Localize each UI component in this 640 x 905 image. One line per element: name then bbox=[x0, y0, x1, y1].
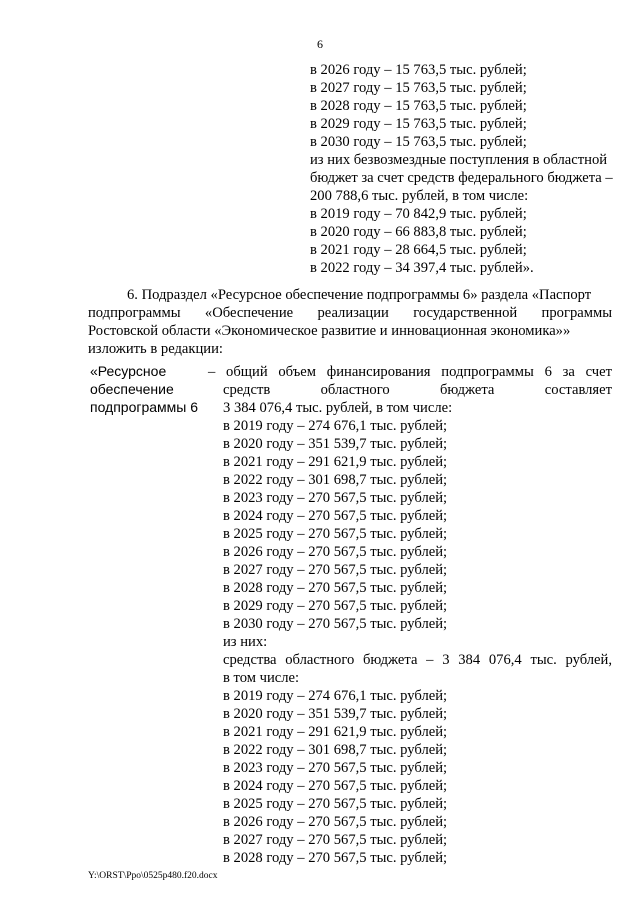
year-line: в 2027 году – 270 567,5 тыс. рублей; bbox=[223, 562, 448, 578]
text-line: 200 788,6 тыс. рублей, в том числе: bbox=[310, 188, 529, 204]
label-line: «Ресурсное bbox=[90, 363, 167, 379]
year-line: в 2023 году – 270 567,5 тыс. рублей; bbox=[223, 490, 448, 506]
text-line: из них безвозмездные поступления в областной bbox=[310, 152, 608, 168]
funding-line: средств областного бюджета составляет bbox=[223, 382, 612, 398]
text-line: в 2021 году – 28 664,5 тыс. рублей; bbox=[310, 242, 527, 258]
year-line: в 2025 году – 270 567,5 тыс. рублей; bbox=[223, 526, 448, 542]
file-path-footer: Y:\ORST\Ppo\0525p480.f20.docx bbox=[88, 871, 218, 881]
text-line: из них: bbox=[223, 634, 268, 650]
text-line: в 2026 году – 15 763,5 тыс. рублей; bbox=[310, 62, 527, 78]
text-line: в 2029 году – 15 763,5 тыс. рублей; bbox=[310, 116, 527, 132]
year-line: в 2019 году – 274 676,1 тыс. рублей; bbox=[223, 418, 448, 434]
text-line: средства областного бюджета – 3 384 076,4 тыс. рублей, bbox=[223, 652, 612, 668]
label-line: обеспечение bbox=[90, 381, 174, 397]
text-line: в том числе: bbox=[223, 670, 300, 686]
paragraph-line: Ростовской области «Экономическое развитие и инновационная экономика»» bbox=[88, 323, 571, 339]
text-line: в 2027 году – 15 763,5 тыс. рублей; bbox=[310, 80, 527, 96]
text-line: в 2030 году – 15 763,5 тыс. рублей; bbox=[310, 134, 527, 150]
year-line: в 2022 году – 301 698,7 тыс. рублей; bbox=[223, 472, 448, 488]
year-line: в 2024 году – 270 567,5 тыс. рублей; bbox=[223, 508, 448, 524]
text-line: в 2022 году – 34 397,4 тыс. рублей». bbox=[310, 260, 534, 276]
year-line: в 2023 году – 270 567,5 тыс. рублей; bbox=[223, 760, 448, 776]
text-line: в 2028 году – 15 763,5 тыс. рублей; bbox=[310, 98, 527, 114]
year-line: в 2022 году – 301 698,7 тыс. рублей; bbox=[223, 742, 448, 758]
funding-line: 3 384 076,4 тыс. рублей, в том числе: bbox=[223, 400, 453, 416]
year-line: в 2026 году – 270 567,5 тыс. рублей; bbox=[223, 814, 448, 830]
text-line: в 2020 году – 66 883,8 тыс. рублей; bbox=[310, 224, 527, 240]
text-line: в 2019 году – 70 842,9 тыс. рублей; bbox=[310, 206, 527, 222]
year-line: в 2030 году – 270 567,5 тыс. рублей; bbox=[223, 616, 448, 632]
year-line: в 2020 году – 351 539,7 тыс. рублей; bbox=[223, 436, 448, 452]
paragraph-line: подпрограммы «Обеспечение реализации государственной программы bbox=[88, 305, 612, 321]
text-line: бюджет за счет средств федерального бюджета – bbox=[310, 170, 613, 186]
year-line: в 2026 году – 270 567,5 тыс. рублей; bbox=[223, 544, 448, 560]
paragraph-line: 6. Подраздел «Ресурсное обеспечение подпрограммы 6» раздела «Паспорт bbox=[127, 287, 592, 303]
year-line: в 2021 году – 291 621,9 тыс. рублей; bbox=[223, 454, 448, 470]
year-line: в 2021 году – 291 621,9 тыс. рублей; bbox=[223, 724, 448, 740]
year-line: в 2028 году – 270 567,5 тыс. рублей; bbox=[223, 580, 448, 596]
paragraph-line: изложить в редакции: bbox=[88, 341, 223, 357]
funding-line: – общий объем финансирования подпрограммы 6 за счет bbox=[208, 364, 612, 380]
year-line: в 2029 году – 270 567,5 тыс. рублей; bbox=[223, 598, 448, 614]
year-line: в 2028 году – 270 567,5 тыс. рублей; bbox=[223, 850, 448, 866]
page-number: 6 bbox=[317, 37, 323, 51]
label-line: подпрограммы 6 bbox=[90, 399, 199, 415]
year-line: в 2020 году – 351 539,7 тыс. рублей; bbox=[223, 706, 448, 722]
year-line: в 2025 году – 270 567,5 тыс. рублей; bbox=[223, 796, 448, 812]
year-line: в 2024 году – 270 567,5 тыс. рублей; bbox=[223, 778, 448, 794]
year-line: в 2027 году – 270 567,5 тыс. рублей; bbox=[223, 832, 448, 848]
year-line: в 2019 году – 274 676,1 тыс. рублей; bbox=[223, 688, 448, 704]
